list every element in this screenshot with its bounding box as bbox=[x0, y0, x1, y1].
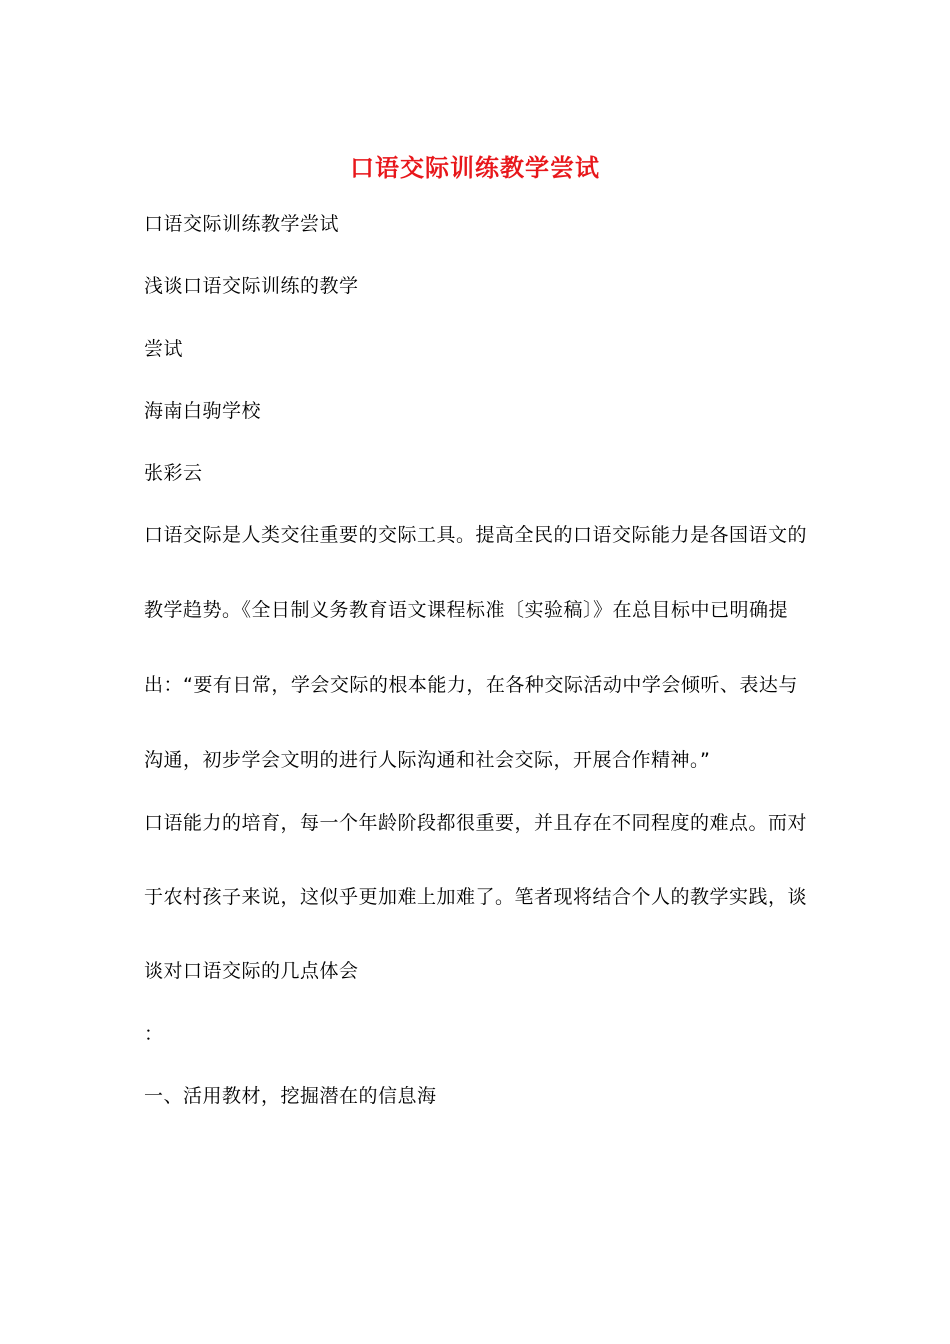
body-line: 教学趋势。《全日制义务教育语文课程标准〔实验稿〕》在总目标中已明确提 bbox=[144, 599, 789, 621]
body-line: 口语能力的培育，每一个年龄阶段都很重要，并且存在不同程度的难点。而对 bbox=[144, 812, 808, 834]
header-line-title-repeat: 口语交际训练教学尝试 bbox=[144, 213, 340, 235]
body-line: 于农村孩子来说，这似乎更加难上加难了。笔者现将结合个人的教学实践，谈 bbox=[144, 886, 808, 908]
header-line-subtitle: 浅谈口语交际训练的教学 bbox=[144, 275, 359, 297]
document-title: 口语交际训练教学尝试 bbox=[350, 153, 600, 182]
header-line-author: 张彩云 bbox=[144, 462, 203, 484]
body-line: 出：“要有日常，学会交际的根本能力，在各种交际活动中学会倾听、表达与 bbox=[144, 674, 798, 696]
body-line: 沟通，初步学会文明的进行人际沟通和社会交际，开展合作精神。” bbox=[144, 749, 711, 771]
section-heading: 一、活用教材，挖掘潜在的信息海 bbox=[144, 1085, 437, 1107]
header-line-subtitle-cont: 尝试 bbox=[144, 338, 184, 360]
header-line-school: 海南白驹学校 bbox=[144, 400, 262, 422]
colon-line: ： bbox=[144, 1023, 164, 1045]
body-line: 口语交际是人类交往重要的交际工具。提高全民的口语交际能力是各国语文的 bbox=[144, 524, 808, 546]
body-line: 谈对口语交际的几点体会 bbox=[144, 960, 359, 982]
